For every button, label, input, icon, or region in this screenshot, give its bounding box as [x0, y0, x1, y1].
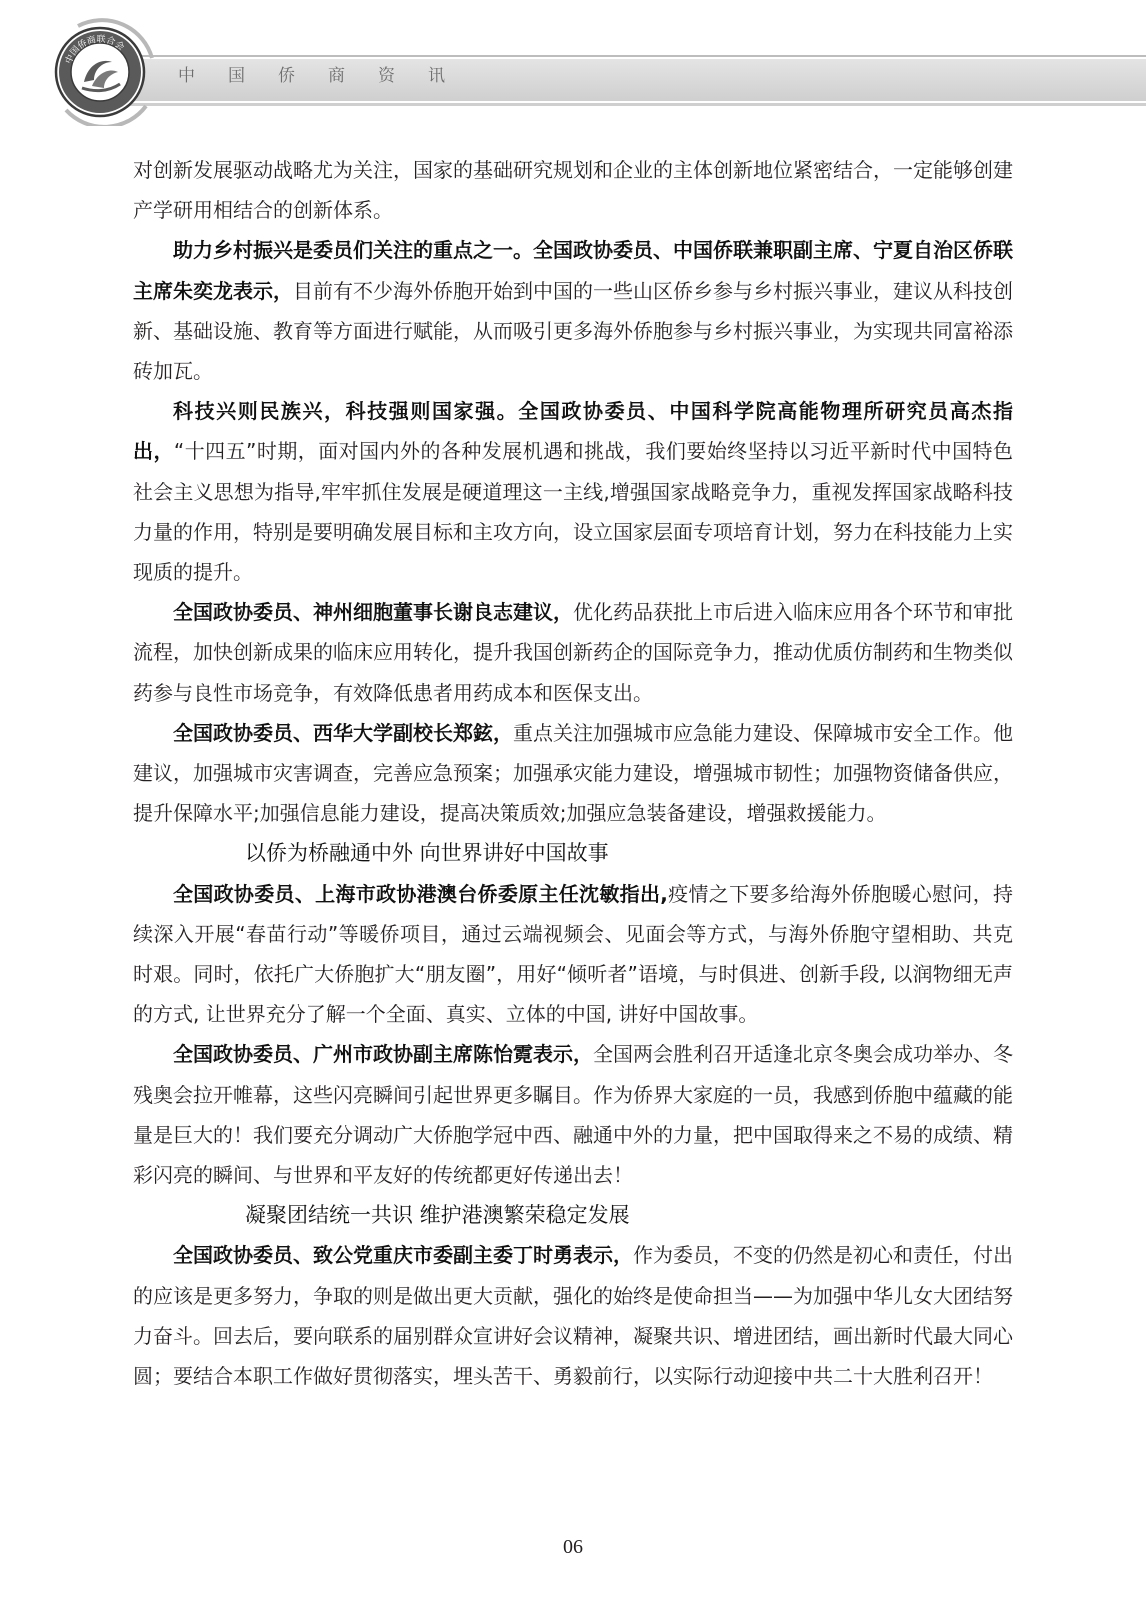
svg-text:中国侨商联合会: 中国侨商联合会: [64, 34, 126, 66]
paragraph-text: 对创新发展驱动战略尤为关注，国家的基础研究规划和企业的主体创新地位紧密结合，一定能够创建产学研用相结合的创新体系。: [133, 158, 1013, 223]
section-subheading: 凝聚团结统一共识 维护港澳繁荣稳定发展: [245, 1203, 630, 1228]
paragraph-lead: 全国政协委员、西华大学副校长郑鉉，: [173, 720, 513, 745]
paragraph: [133, 230, 1013, 391]
paragraph-lead: 全国政协委员、神州细胞董事长谢良志建议，: [173, 600, 573, 625]
paragraph-lead: 科技兴则民族兴，科技强则国家强。全国政协委员、中国科学院高能物理所研究员高杰指出，: [133, 399, 1013, 464]
page-number: 06: [563, 1536, 583, 1558]
paragraph: [133, 874, 1013, 1035]
header-title: 中国侨商资讯: [178, 66, 478, 86]
paragraph-lead: 全国政协委员、上海市政协港澳台侨委原主任沈敏指出,: [173, 881, 668, 906]
paragraph-text: 目前有不少海外侨胞开始到中国的一些山区侨乡参与乡村振兴事业，建议从科技创新、基础设施、教育等方面进行赋能，从而吸引更多海外侨胞参与乡村振兴事业，为实现共同富裕添砖加瓦。: [133, 278, 1013, 384]
paragraph: [133, 592, 1013, 713]
paragraph-lead: 全国政协委员、致公党重庆市委副主委丁时勇表示，: [173, 1243, 633, 1268]
paragraph-text: 重点关注加强城市应急能力建设、保障城市安全工作。他建议，加强城市灾害调查，完善应急预案；加强承灾能力建设，增强城市韧性；加强物资储备供应，提升保障水平;加强信息能力建设，提高决策质效;加强应急装备建设，增强救援能力。: [133, 720, 1013, 826]
paragraph-lead: 全国政协委员、广州市政协副主席陈怡霓表示，: [173, 1042, 593, 1067]
article-body: [133, 150, 1013, 1396]
paragraph-text: 全国两会胜利召开适逢北京冬奥会成功举办、冬残奥会拉开帷幕，这些闪亮瞬间引起世界更多瞩目。作为侨界大家庭的一员，我感到侨胞中蕴藏的能量是巨大的！我们要充分调动广大侨胞学冠中西、融通中外的力量，把中国取得来之不易的成绩、精彩闪亮的瞬间、与世界和平友好的传统都更好传递出去！: [133, 1042, 1013, 1188]
paragraph: [133, 1235, 1013, 1396]
section-subheading: 以侨为桥融通中外 向世界讲好中国故事: [245, 841, 609, 866]
paragraph-text: “十四五”时期，面对国内外的各种发展机遇和挑战，我们要始终坚持以习近平新时代中国特色社会主义思想为指导,牢牢抓住发展是硬道理这一主线,增强国家战略竞争力，重视发挥国家战略科技力量的作用，特别是要明确发展目标和主攻方向，设立国家层面专项培育计划，努力在科技能力上实现质的提升。: [133, 439, 1013, 585]
paragraph: [133, 713, 1013, 834]
paragraph: [133, 150, 1013, 230]
paragraph-text: 作为委员，不变的仍然是初心和责任，付出的应该是更多努力，争取的则是做出更大贡献，强化的始终是使命担当——为加强中华儿女大团结努力奋斗。回去后，要向联系的届别群众宣讲好会议精神，凝聚共识、增进团结，画出新时代最大同心圆；要结合本职工作做好贯彻落实，埋头苦干、勇毅前行，以实际行动迎接中共二十大胜利召开！: [133, 1243, 1013, 1389]
federation-logo-icon: [48, 18, 156, 126]
paragraph-text: 优化药品获批上市后进入临床应用各个环节和审批流程，加快创新成果的临床应用转化，提升我国创新药企的国际竞争力，推动优质仿制药和生物类似药参与良性市场竞争，有效降低患者用药成本和医保支出。: [133, 600, 1013, 705]
header-rule: [122, 55, 1146, 57]
paragraph-lead: 助力乡村振兴是委员们关注的重点之一。全国政协委员、中国侨联兼职副主席、宁夏自治区侨联主席朱奕龙表示，: [133, 238, 1013, 303]
paragraph: [133, 391, 1013, 592]
paragraph-text: 疫情之下要多给海外侨胞暖心慰问，持续深入开展“春苗行动”等暖侨项目，通过云端视频会、见面会等方式，与海外侨胞守望相助、共克时艰。同时，依托广大侨胞扩大“朋友圈”，用好“倾听者”语境，与时俱进、创新手段, 以润物细无声的方式, 让世界充分了解一个全面、真实、立体的中国, 讲好中国故事。: [133, 881, 1013, 1027]
paragraph: [133, 1034, 1013, 1195]
